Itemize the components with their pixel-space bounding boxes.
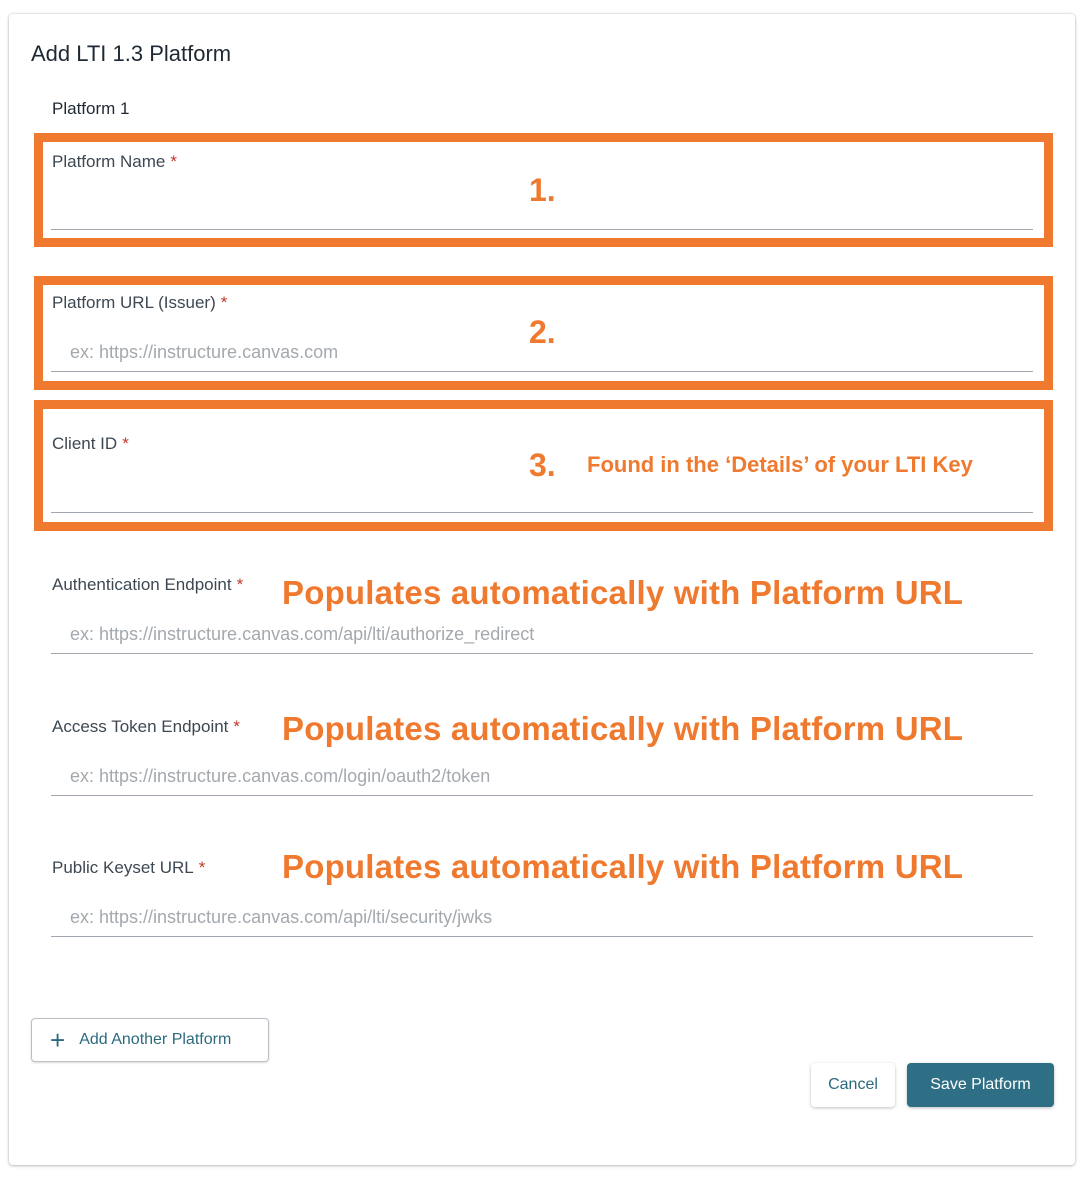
keyset-url-auto-note: Populates automatically with Platform URL: [282, 848, 964, 885]
keyset-url-label-text: Public Keyset URL: [52, 858, 194, 877]
client-id-label-text: Client ID: [52, 434, 118, 453]
cancel-button[interactable]: Cancel: [811, 1063, 895, 1107]
token-endpoint-auto-note: Populates automatically with Platform URL: [282, 710, 964, 747]
platform-name-label-text: Platform Name: [52, 152, 166, 171]
platform-name-label: [52, 152, 177, 172]
required-marker: *: [198, 858, 206, 877]
token-endpoint-label-text: Access Token Endpoint: [52, 717, 229, 736]
client-id-note: Found in the ‘Details’ of your LTI Key: [587, 452, 973, 477]
platform-url-label-text: Platform URL (Issuer): [52, 293, 216, 312]
keyset-url-label: [52, 858, 205, 878]
required-marker: *: [122, 434, 129, 453]
required-marker: *: [170, 152, 177, 171]
add-another-platform-label: Add Another Platform: [79, 1031, 232, 1048]
plus-icon: +: [50, 1025, 66, 1055]
step-2-annotation: 2.: [529, 314, 556, 350]
token-endpoint-label: [52, 717, 240, 737]
token-endpoint-input[interactable]: [51, 758, 1033, 796]
required-marker: *: [236, 575, 244, 594]
step-1-annotation: 1.: [529, 172, 556, 208]
keyset-url-input[interactable]: [51, 899, 1033, 937]
client-id-label: [52, 434, 129, 454]
auth-endpoint-label: [52, 575, 243, 595]
add-another-platform-button[interactable]: [31, 1018, 269, 1062]
platform-heading: Platform 1: [52, 99, 130, 118]
save-platform-button[interactable]: Save Platform: [907, 1063, 1054, 1107]
platform-url-label: [52, 293, 227, 313]
auth-endpoint-label-text: Authentication Endpoint: [52, 575, 232, 594]
auth-endpoint-input[interactable]: [51, 616, 1033, 654]
step-3-annotation: 3.: [529, 447, 556, 483]
required-marker: *: [233, 717, 241, 736]
page-title: Add LTI 1.3 Platform: [31, 41, 232, 66]
auth-endpoint-auto-note: Populates automatically with Platform URL: [282, 574, 964, 611]
required-marker: *: [220, 293, 228, 312]
